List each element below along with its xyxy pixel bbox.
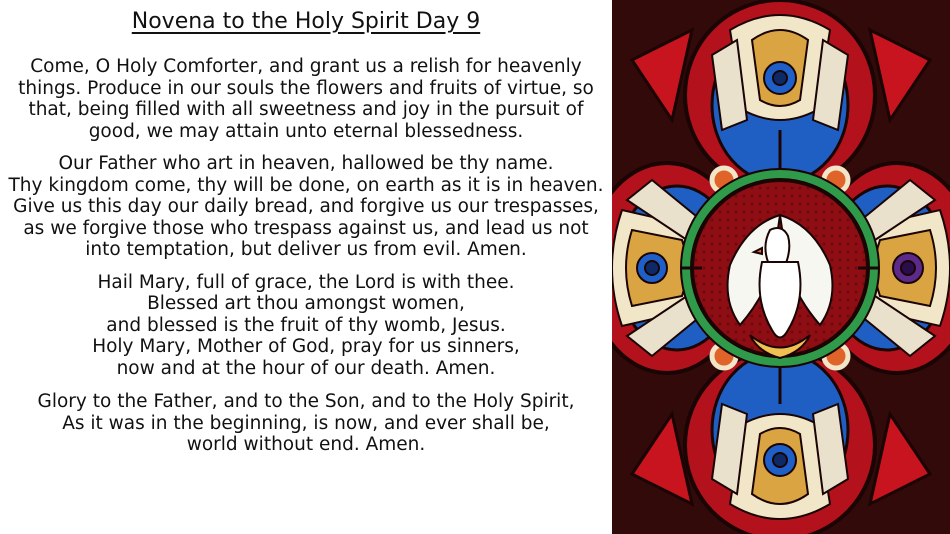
page-title: Novena to the Holy Spirit Day 9	[131, 9, 481, 34]
prayer-paragraph-our-father: Our Father who art in heaven, hallowed be thy name. Thy kingdom come, thy will be done, on earth as it is in heaven. Give us this day our daily bread, and forgive us our trespasses, as we forgive those who trespass against us, and lead us not into temptation, but deliver us from evil. Amen.	[8, 153, 604, 260]
prayer-paragraph-holy-spirit: Come, O Holy Comforter, and grant us a relish for heavenly things. Produce in our souls the flowers and fruits of virtue, so that, being filled with all sweetness and joy in the pursuit of good, we may attain unto eternal blessedness.	[18, 56, 594, 142]
prayer-paragraph-glory-be: Glory to the Father, and to the Son, and to the Holy Spirit, As it was in the beginning, is now, and ever shall be, world without end. Amen.	[37, 391, 575, 455]
stained-glass-window-image	[612, 0, 950, 534]
prayer-paragraph-hail-mary: Hail Mary, full of grace, the Lord is with thee. Blessed art thou amongst women, and blessed is the fruit of thy womb, Jesus. Holy Mary, Mother of God, pray for us sinners, now and at the hour of our death. Amen.	[92, 271, 520, 379]
stained-glass-dove-illustration	[612, 0, 950, 534]
